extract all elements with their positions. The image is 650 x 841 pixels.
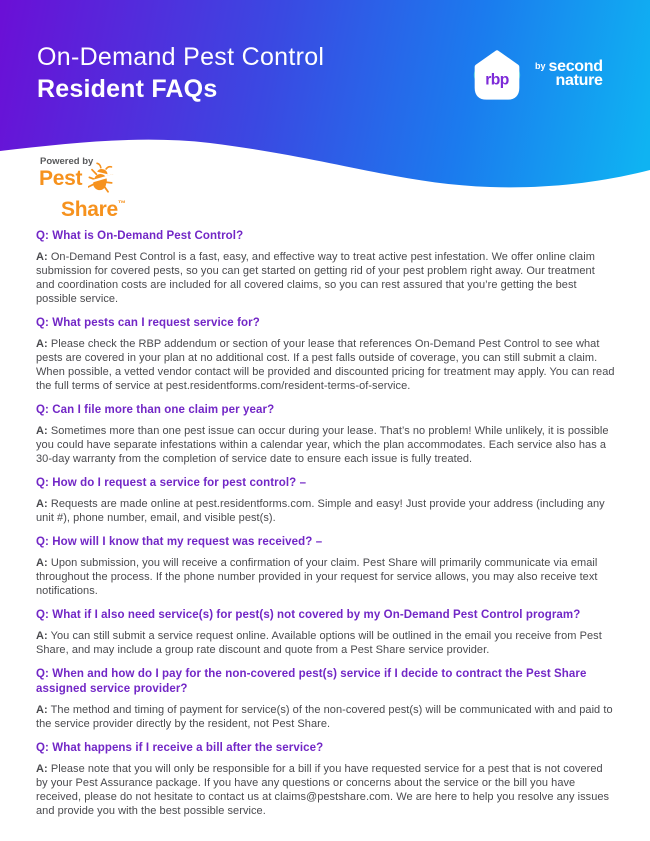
answer-prefix: A: (36, 630, 48, 642)
faq-question: Q: What happens if I receive a bill after the service? (36, 742, 324, 754)
faq-item (36, 476, 615, 525)
faq-item (36, 535, 615, 598)
by-label: by (535, 61, 546, 71)
faq-answer: A: Please check the RBP addendum or section of your lease that references On-Demand Pest Control to see what pests are covered in your plan at no additional cost. If a pest falls outside of coverage, you can still submit a claim. When possible, a vetted vendor contact will be provided and discounted pricing for treatment may apply. You can read the full terms of service at pest.residentforms.com/resident-terms-of-service. (36, 338, 615, 392)
faq-question: Q: What pests can I request service for? (36, 317, 260, 329)
answer-prefix: A: (36, 251, 48, 263)
faq-answer: A: Upon submission, you will receive a confirmation of your claim. Pest Share will primarily communicate via email throughout the process. If the phone number provided in your request for service allows, you may also receive text notifications. (36, 557, 598, 597)
hero-title-block (37, 41, 324, 105)
faq-answer: A: You can still submit a service request online. Available options will be outlined in the email you receive from Pest Share, and may include a group rate discount and quote from a Pest Share service provider. (36, 630, 602, 656)
share-text: Share (61, 198, 118, 221)
page-subtitle: Resident FAQs (37, 75, 218, 103)
faq-question: Q: What if I also need service(s) for pest(s) not covered by my On-Demand Pest Control program? (36, 609, 581, 621)
answer-prefix: A: (36, 763, 48, 775)
answer-prefix: A: (36, 425, 48, 437)
faq-question: Q: How will I know that my request was received? – (36, 536, 323, 548)
beetle-icon (88, 162, 115, 196)
pestshare-word-share (61, 193, 126, 220)
faq-question: Q: When and how do I pay for the non-covered pest(s) service if I decide to contract the Pest Share assigned service provider? (36, 668, 587, 695)
page-title: On-Demand Pest Control (37, 43, 325, 71)
pestshare-word-pest: Pest (39, 167, 83, 190)
brand-name-line2: nature (555, 72, 603, 89)
faq-item (36, 667, 615, 731)
answer-prefix: A: (36, 704, 48, 716)
faq-item (36, 316, 615, 393)
rbp-house-logo-icon (468, 46, 526, 104)
answer-prefix: A: (36, 498, 48, 510)
faq-answer: A: The method and timing of payment for service(s) of the non-covered pest(s) will be communicated with and paid to the service provider directly by the resident, not Pest Share. (36, 704, 613, 730)
faq-answer: A: Sometimes more than one pest issue can occur during your lease. That’s no problem! While unlikely, it is possible you could have separate infestations within a calendar year, which the plan accommodates. Each service also has a 30-day warranty from the completion of service date to ensure each issue is fully treated. (36, 425, 609, 465)
answer-prefix: A: (36, 557, 48, 569)
faq-question: Q: How do I request a service for pest control? – (36, 477, 307, 489)
second-nature-wordmark (535, 60, 603, 88)
answer-prefix: A: (36, 338, 48, 350)
faq-item (36, 403, 615, 466)
faq-answer: A: On-Demand Pest Control is a fast, easy, and effective way to treat active pest infestation. We offer online claim submission for covered pests, so you can get started on getting rid of your pest problem right away. Our treatment and coordination costs are included for all covered claims, so you can rest assured that you’re getting the best possible service. (36, 251, 595, 305)
faq-question: Q: Can I file more than one claim per year? (36, 404, 275, 416)
rbp-second-nature-brand (468, 46, 603, 104)
faq-answer: A: Please note that you will only be responsible for a bill if you have requested service for a pest that is not covered by your Pest Assurance package. If you have any questions or concerns about the service or the bill you have received, please do not hesitate to contact us at claims@pestshare.com. We are here to help you resolve any issues and provide you with the best possible service. (36, 763, 610, 817)
brand-name-line1: second (548, 58, 603, 75)
trademark-symbol: ™ (117, 199, 126, 208)
faq-item (36, 741, 615, 818)
powered-by-pestshare-logo (39, 156, 126, 220)
faq-question: Q: What is On-Demand Pest Control? (36, 230, 244, 242)
faq-item (36, 608, 615, 657)
powered-by-label: Powered by (40, 156, 94, 167)
faq-item (36, 229, 615, 306)
faq-list (36, 229, 615, 828)
faq-answer: A: Requests are made online at pest.residentforms.com. Simple and easy! Just provide your address (including any unit #), phone number, email, and visible pest(s). (36, 498, 605, 524)
rbp-wordmark: rbp (485, 71, 509, 89)
